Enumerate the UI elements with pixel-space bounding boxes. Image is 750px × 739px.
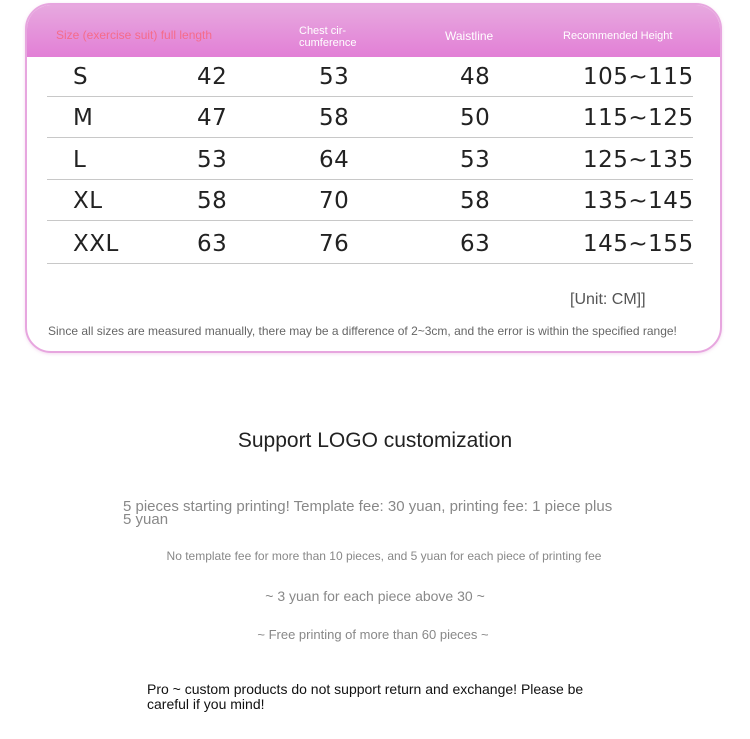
table-row bbox=[47, 180, 693, 221]
chest-cell: 58 bbox=[319, 105, 350, 131]
length-cell: 63 bbox=[197, 231, 228, 257]
header-length: Size (exercise suit) full length bbox=[56, 28, 213, 42]
table-row bbox=[47, 97, 693, 138]
table-row bbox=[47, 223, 693, 264]
bulk-price-text: ~ 3 yuan for each piece above 30 ~ bbox=[265, 588, 485, 604]
return-policy-text: Pro ~ custom products do not support return and exchange! Please be careful if you mind! bbox=[147, 681, 584, 712]
length-cell: 58 bbox=[197, 188, 228, 214]
table-row bbox=[47, 56, 693, 97]
waist-cell: 53 bbox=[460, 147, 491, 173]
free-printing-text: ~ Free printing of more than 60 pieces ~ bbox=[257, 627, 489, 642]
header-height: Recommended Height bbox=[563, 30, 673, 42]
table-header bbox=[27, 5, 720, 57]
printing-fee-text: 5 pieces starting printing! Template fee: 30 yuan, printing fee: 1 piece plus 5 yuan bbox=[123, 498, 613, 528]
height-cell: 125~135 bbox=[583, 147, 694, 173]
height-cell: 145~155 bbox=[583, 231, 694, 257]
logo-section-title: Support LOGO customization bbox=[237, 429, 513, 452]
length-cell: 47 bbox=[197, 105, 228, 131]
template-fee-text: No template fee for more than 10 pieces, and 5 yuan for each piece of printing fee bbox=[166, 549, 602, 563]
height-cell: 135~145 bbox=[583, 188, 694, 214]
size-cell: XL bbox=[73, 188, 103, 214]
table-row bbox=[47, 139, 693, 180]
waist-cell: 63 bbox=[460, 231, 491, 257]
measurement-note: Since all sizes are measured manually, there may be a difference of 2~3cm, and the error is within the specified range! bbox=[48, 324, 677, 338]
header-waist: Waistline bbox=[445, 29, 494, 43]
unit-label: [Unit: CM]] bbox=[570, 291, 646, 308]
chest-cell: 64 bbox=[319, 147, 350, 173]
waist-cell: 48 bbox=[460, 64, 491, 90]
height-cell: 105~115 bbox=[583, 64, 694, 90]
size-chart-card bbox=[25, 3, 722, 353]
size-cell: L bbox=[73, 147, 87, 173]
chest-cell: 76 bbox=[319, 231, 350, 257]
length-cell: 53 bbox=[197, 147, 228, 173]
waist-cell: 58 bbox=[460, 188, 491, 214]
length-cell: 42 bbox=[197, 64, 228, 90]
size-cell: XXL bbox=[73, 231, 119, 257]
size-cell: M bbox=[73, 105, 94, 131]
header-chest: Chest cir-cumference bbox=[299, 25, 357, 49]
size-cell: S bbox=[73, 64, 89, 90]
height-cell: 115~125 bbox=[583, 105, 694, 131]
chest-cell: 70 bbox=[319, 188, 350, 214]
waist-cell: 50 bbox=[460, 105, 491, 131]
chest-cell: 53 bbox=[319, 64, 350, 90]
